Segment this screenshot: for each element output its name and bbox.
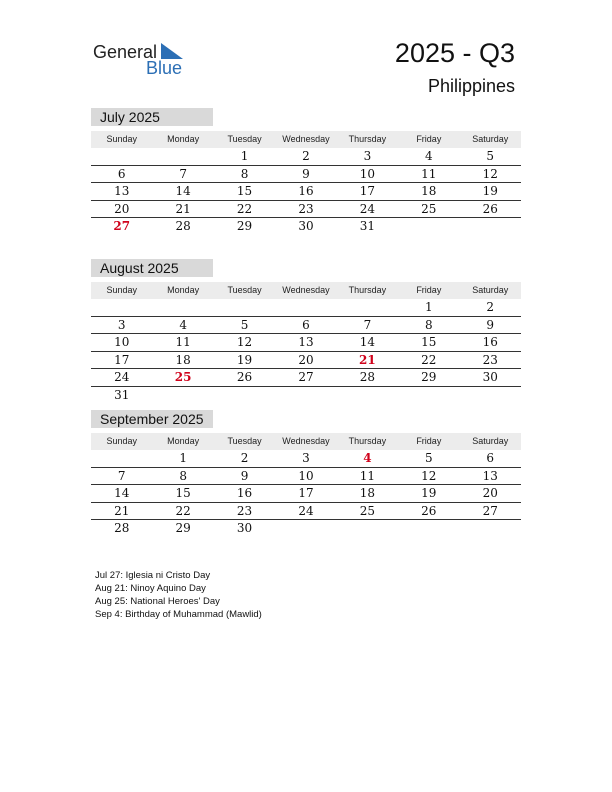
day-cell bbox=[398, 218, 459, 235]
day-cell: 13 bbox=[482, 468, 498, 483]
day-cell: 14 bbox=[359, 335, 376, 350]
weekday-label: Wednesday bbox=[282, 134, 330, 144]
day-cell: 27 bbox=[298, 370, 314, 385]
day-cell: 31 bbox=[359, 219, 376, 234]
weekday-label: Thursday bbox=[348, 285, 387, 295]
weekday-label: Tuesday bbox=[227, 134, 262, 144]
day-cell bbox=[275, 387, 336, 404]
day-cell: 3 bbox=[363, 149, 372, 163]
holiday-note: Sep 4: Birthday of Muhammad (Mawlid) bbox=[95, 609, 262, 620]
day-cell: 15 bbox=[175, 486, 191, 501]
week-row bbox=[91, 387, 521, 404]
day-cell: 10 bbox=[359, 166, 376, 181]
day-cell: 3 bbox=[302, 451, 310, 465]
day-cell: 13 bbox=[114, 184, 130, 199]
day-cell: 16 bbox=[236, 486, 253, 501]
holiday-note: Jul 27: Iglesia ni Cristo Day bbox=[95, 570, 211, 581]
day-cell: 10 bbox=[298, 468, 314, 483]
weekday-label: Saturday bbox=[472, 436, 509, 446]
weekday-label: Monday bbox=[167, 134, 200, 144]
weekday-label: Wednesday bbox=[282, 285, 330, 295]
day-cell: 31 bbox=[114, 387, 130, 402]
day-cell: 29 bbox=[175, 521, 191, 536]
day-cell: 28 bbox=[359, 370, 376, 385]
day-cell: 11 bbox=[175, 335, 191, 350]
day-cell: 6 bbox=[486, 451, 495, 465]
day-cell: 16 bbox=[298, 184, 314, 199]
day-cell: 1 bbox=[179, 451, 187, 465]
logo-blue-text: Blue bbox=[146, 58, 183, 78]
day-cell bbox=[398, 387, 459, 404]
day-cell: 24 bbox=[114, 370, 130, 385]
day-cell: 6 bbox=[117, 166, 126, 181]
day-cell: 18 bbox=[359, 486, 376, 501]
day-cell: 18 bbox=[175, 352, 191, 367]
day-cell: 19 bbox=[482, 184, 498, 199]
day-cell bbox=[152, 148, 213, 165]
day-cell: 9 bbox=[486, 317, 495, 332]
day-cell: 21 bbox=[114, 503, 130, 518]
day-cell: 19 bbox=[236, 352, 253, 367]
day-cell bbox=[460, 218, 521, 235]
month-name: July 2025 bbox=[91, 108, 213, 126]
day-cell: 22 bbox=[175, 503, 191, 518]
day-cell bbox=[275, 520, 336, 537]
week-row bbox=[91, 485, 521, 503]
weekday-label: Tuesday bbox=[227, 285, 262, 295]
week-row bbox=[91, 520, 521, 537]
day-cell: 23 bbox=[298, 201, 314, 216]
day-cell bbox=[91, 299, 152, 316]
weekday-header-row bbox=[91, 282, 521, 299]
day-cell: 25 bbox=[359, 503, 376, 518]
day-cell: 10 bbox=[114, 335, 130, 350]
weekday-header-row bbox=[91, 433, 521, 450]
day-cell: 27 bbox=[482, 503, 498, 518]
weekday-label: Wednesday bbox=[282, 436, 330, 446]
day-cell bbox=[275, 299, 336, 316]
month-grid bbox=[91, 131, 521, 235]
week-row bbox=[91, 201, 521, 219]
day-cell: 29 bbox=[421, 370, 437, 385]
day-cell: 2 bbox=[486, 300, 495, 314]
day-cell: 7 bbox=[117, 468, 126, 483]
day-cell: 25 bbox=[421, 201, 437, 216]
day-cell: 20 bbox=[114, 201, 130, 216]
day-cell: 17 bbox=[114, 352, 130, 367]
day-cell: 11 bbox=[359, 468, 376, 483]
day-cell: 12 bbox=[236, 335, 253, 350]
week-row bbox=[91, 317, 521, 335]
weekday-label: Sunday bbox=[106, 285, 137, 295]
day-cell: 12 bbox=[482, 166, 498, 181]
week-row bbox=[91, 369, 521, 387]
country-name: Philippines bbox=[427, 76, 515, 96]
day-cell bbox=[460, 520, 521, 537]
day-cell: 11 bbox=[421, 166, 437, 181]
weekday-label: Tuesday bbox=[227, 436, 262, 446]
holiday-day-cell: 25 bbox=[174, 370, 192, 385]
week-row bbox=[91, 468, 521, 486]
day-cell: 7 bbox=[179, 166, 187, 181]
day-cell bbox=[337, 387, 398, 404]
week-row bbox=[91, 148, 521, 166]
month-block bbox=[91, 259, 521, 404]
week-row bbox=[91, 166, 521, 184]
day-cell: 4 bbox=[425, 149, 433, 163]
week-row bbox=[91, 183, 521, 201]
day-cell: 26 bbox=[421, 503, 437, 518]
month-grid bbox=[91, 282, 521, 404]
holiday-day-cell: 27 bbox=[113, 219, 131, 234]
day-cell: 8 bbox=[425, 317, 433, 332]
day-cell: 20 bbox=[298, 352, 314, 367]
day-cell: 4 bbox=[179, 317, 187, 332]
month-block bbox=[91, 410, 521, 537]
day-cell: 8 bbox=[179, 468, 187, 483]
weekday-label: Sunday bbox=[106, 436, 137, 446]
day-cell bbox=[337, 299, 398, 316]
page-title: 2025 - Q3 bbox=[394, 38, 515, 68]
weekday-label: Monday bbox=[167, 285, 200, 295]
month-block bbox=[91, 108, 521, 235]
weekday-label: Friday bbox=[416, 285, 442, 295]
month-name: August 2025 bbox=[91, 259, 213, 277]
day-cell: 22 bbox=[421, 352, 437, 367]
day-cell: 5 bbox=[486, 149, 495, 163]
day-cell: 7 bbox=[363, 317, 372, 332]
day-cell bbox=[152, 387, 213, 404]
day-cell: 24 bbox=[359, 201, 376, 216]
day-cell: 17 bbox=[298, 486, 314, 501]
holiday-day-cell: 21 bbox=[359, 352, 376, 367]
day-cell: 22 bbox=[236, 201, 253, 216]
week-row bbox=[91, 218, 521, 235]
day-cell: 28 bbox=[114, 521, 130, 536]
weekday-label: Thursday bbox=[348, 436, 387, 446]
day-cell: 1 bbox=[240, 149, 249, 163]
holiday-note: Aug 21: Ninoy Aquino Day bbox=[95, 583, 206, 594]
day-cell: 29 bbox=[236, 219, 253, 234]
day-cell bbox=[214, 387, 275, 404]
day-cell: 15 bbox=[236, 184, 253, 199]
day-cell bbox=[337, 520, 398, 537]
weekday-label: Friday bbox=[416, 436, 442, 446]
day-cell: 20 bbox=[482, 486, 498, 501]
day-cell: 14 bbox=[114, 486, 130, 501]
weekday-label: Saturday bbox=[472, 285, 509, 295]
day-cell: 6 bbox=[302, 317, 310, 332]
day-cell: 5 bbox=[425, 451, 433, 465]
day-cell: 30 bbox=[298, 219, 314, 234]
day-cell: 24 bbox=[298, 503, 314, 518]
day-cell: 21 bbox=[175, 201, 191, 216]
day-cell bbox=[152, 299, 213, 316]
day-cell: 2 bbox=[240, 451, 249, 465]
holiday-note: Aug 25: National Heroes' Day bbox=[95, 596, 220, 607]
weekday-label: Saturday bbox=[472, 134, 509, 144]
month-name: September 2025 bbox=[91, 410, 213, 428]
day-cell: 5 bbox=[240, 317, 249, 332]
weekday-header-row bbox=[91, 131, 521, 148]
day-cell: 1 bbox=[425, 300, 433, 314]
day-cell: 16 bbox=[482, 335, 498, 350]
day-cell: 23 bbox=[482, 352, 498, 367]
month-grid bbox=[91, 433, 521, 537]
day-cell: 9 bbox=[240, 468, 249, 483]
day-cell: 17 bbox=[359, 184, 376, 199]
day-cell: 23 bbox=[236, 503, 253, 518]
logo bbox=[93, 40, 193, 80]
day-cell bbox=[398, 520, 459, 537]
day-cell: 30 bbox=[482, 370, 498, 385]
day-cell: 15 bbox=[421, 335, 437, 350]
day-cell bbox=[460, 387, 521, 404]
weekday-label: Friday bbox=[416, 134, 442, 144]
week-row bbox=[91, 503, 521, 521]
day-cell: 19 bbox=[421, 486, 437, 501]
day-cell: 18 bbox=[421, 184, 437, 199]
day-cell bbox=[91, 450, 152, 467]
day-cell: 9 bbox=[302, 166, 310, 181]
day-cell: 8 bbox=[240, 166, 249, 181]
day-cell: 13 bbox=[298, 335, 314, 350]
day-cell: 12 bbox=[421, 468, 437, 483]
week-row bbox=[91, 299, 521, 317]
day-cell: 28 bbox=[175, 219, 191, 234]
day-cell bbox=[214, 299, 275, 316]
week-row bbox=[91, 334, 521, 352]
day-cell: 2 bbox=[302, 149, 310, 163]
day-cell bbox=[91, 148, 152, 165]
day-cell: 3 bbox=[117, 317, 126, 332]
day-cell: 14 bbox=[175, 184, 191, 199]
holiday-notes bbox=[95, 569, 262, 621]
week-row bbox=[91, 352, 521, 370]
weekday-label: Monday bbox=[167, 436, 200, 446]
day-cell: 26 bbox=[482, 201, 498, 216]
weekday-label: Thursday bbox=[348, 134, 387, 144]
weekday-label: Sunday bbox=[106, 134, 137, 144]
logo-general-text: General bbox=[93, 42, 158, 62]
day-cell: 26 bbox=[236, 370, 253, 385]
day-cell: 30 bbox=[236, 521, 253, 536]
week-row bbox=[91, 450, 521, 468]
holiday-day-cell: 4 bbox=[363, 451, 372, 465]
